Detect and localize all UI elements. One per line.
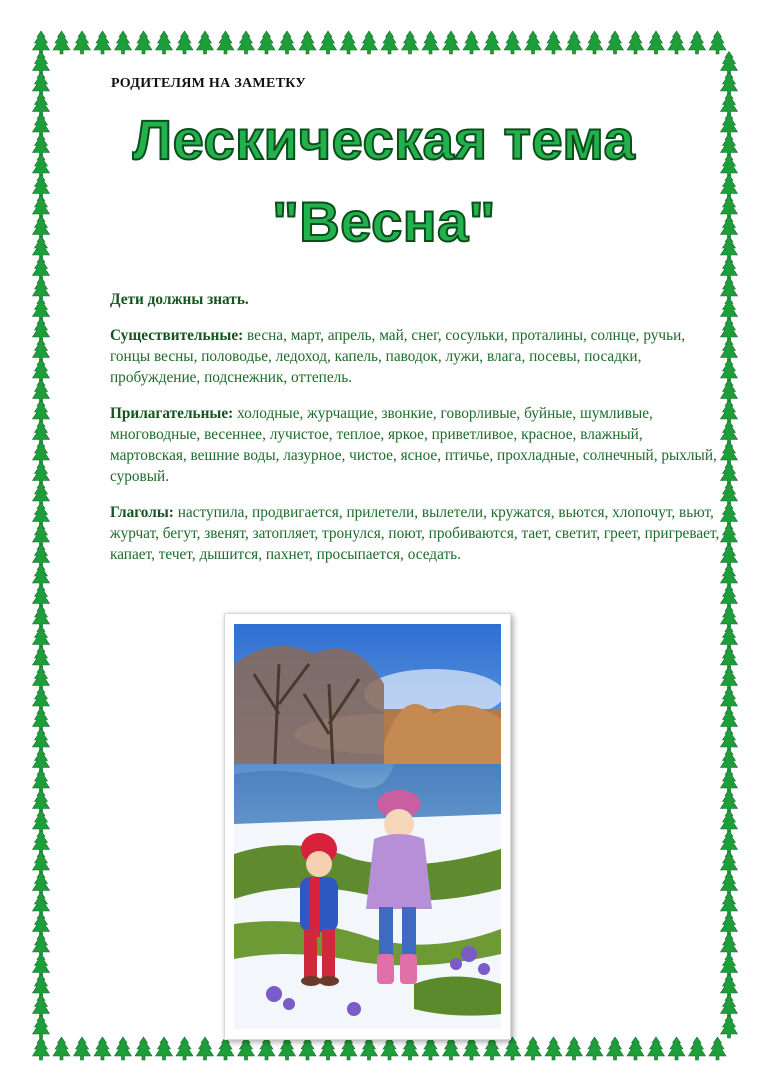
fir-tree-icon xyxy=(176,31,193,54)
adjectives-paragraph xyxy=(110,403,720,487)
fir-tree-icon xyxy=(135,1037,152,1060)
fir-tree-icon xyxy=(627,1037,644,1060)
fir-tree-icon xyxy=(721,605,738,628)
fir-tree-icon xyxy=(33,400,50,423)
fir-tree-icon xyxy=(197,1037,214,1060)
fir-tree-icon xyxy=(504,31,521,54)
fir-tree-icon xyxy=(33,687,50,710)
fir-tree-icon xyxy=(320,31,337,54)
fir-tree-icon xyxy=(135,31,152,54)
fir-tree-icon xyxy=(176,1037,193,1060)
fir-tree-icon xyxy=(721,851,738,874)
fir-tree-icon xyxy=(33,585,50,608)
fir-tree-icon xyxy=(156,1037,173,1060)
fir-tree-icon xyxy=(721,298,738,321)
fir-tree-icon xyxy=(217,31,234,54)
fir-tree-icon xyxy=(721,626,738,649)
fir-tree-icon xyxy=(721,769,738,792)
fir-tree-icon xyxy=(33,72,50,95)
fir-tree-icon xyxy=(197,31,214,54)
fir-tree-icon xyxy=(33,831,50,854)
fir-tree-icon xyxy=(115,1037,132,1060)
fir-tree-icon xyxy=(299,1037,316,1060)
page-subtitle: "Весна" xyxy=(272,190,496,253)
fir-tree-icon xyxy=(721,585,738,608)
fir-tree-icon xyxy=(721,523,738,546)
fir-tree-icon xyxy=(607,31,624,54)
verbs-paragraph xyxy=(110,502,720,565)
fir-tree-icon xyxy=(33,544,50,567)
page-title: Лескическая тема xyxy=(132,108,636,171)
fir-tree-icon xyxy=(33,52,50,75)
fir-tree-icon xyxy=(721,728,738,751)
fir-tree-icon xyxy=(607,1037,624,1060)
fir-tree-icon xyxy=(709,1037,726,1060)
fir-tree-icon xyxy=(668,1037,685,1060)
fir-tree-icon xyxy=(381,1037,398,1060)
fir-tree-icon xyxy=(381,31,398,54)
fir-tree-icon xyxy=(33,298,50,321)
fir-tree-icon xyxy=(33,503,50,526)
fir-tree-icon xyxy=(721,257,738,280)
fir-tree-icon xyxy=(422,1037,439,1060)
fir-tree-icon xyxy=(33,995,50,1018)
fir-tree-icon xyxy=(94,1037,111,1060)
fir-tree-icon xyxy=(33,421,50,444)
fir-tree-icon xyxy=(33,1037,50,1060)
fir-tree-icon xyxy=(721,667,738,690)
fir-tree-icon xyxy=(721,318,738,341)
fir-tree-icon xyxy=(721,831,738,854)
fir-tree-icon xyxy=(586,1037,603,1060)
fir-tree-icon xyxy=(238,31,255,54)
fir-tree-icon xyxy=(721,482,738,505)
nouns-text: весна, март, апрель, май, снег, сосульки, проталины, солнце, ручьи, гонцы весны, половодье, ледоход, капель, паводок, лужи, влага, посевы, посадки, пробуждение, подснежник, оттепель. xyxy=(110,327,686,386)
fir-tree-icon xyxy=(53,1037,70,1060)
fir-tree-icon xyxy=(94,31,111,54)
fir-tree-icon xyxy=(33,523,50,546)
fir-tree-icon xyxy=(566,1037,583,1060)
fir-tree-icon xyxy=(545,1037,562,1060)
fir-tree-icon xyxy=(361,1037,378,1060)
fir-tree-icon xyxy=(33,359,50,382)
fir-tree-icon xyxy=(721,52,738,75)
fir-tree-icon xyxy=(721,359,738,382)
fir-tree-icon xyxy=(721,913,738,936)
fir-tree-icon xyxy=(33,31,50,54)
intro-text: Дети должны знать. xyxy=(110,291,249,308)
fir-tree-icon xyxy=(361,31,378,54)
fir-tree-icon xyxy=(33,646,50,669)
fir-tree-icon xyxy=(279,1037,296,1060)
fir-tree-icon xyxy=(33,913,50,936)
fir-tree-icon xyxy=(721,441,738,464)
fir-tree-icon xyxy=(721,400,738,423)
fir-tree-icon xyxy=(721,646,738,669)
fir-tree-icon xyxy=(648,1037,665,1060)
fir-tree-icon xyxy=(33,339,50,362)
fir-tree-icon xyxy=(33,790,50,813)
fir-tree-icon xyxy=(721,1015,738,1038)
fir-tree-icon xyxy=(721,564,738,587)
fir-tree-icon xyxy=(33,954,50,977)
fir-tree-icon xyxy=(709,31,726,54)
fir-tree-icon xyxy=(504,1037,521,1060)
fir-tree-icon xyxy=(402,1037,419,1060)
fir-tree-icon xyxy=(33,667,50,690)
fir-tree-icon xyxy=(33,933,50,956)
fir-tree-icon xyxy=(33,708,50,731)
fir-tree-icon xyxy=(721,708,738,731)
fir-tree-icon xyxy=(586,31,603,54)
fir-tree-icon xyxy=(721,544,738,567)
spring-children-illustration xyxy=(234,624,501,1029)
fir-tree-icon xyxy=(463,31,480,54)
nouns-label: Существительные: xyxy=(110,327,244,344)
fir-tree-icon xyxy=(721,339,738,362)
fir-tree-icon xyxy=(525,1037,542,1060)
fir-tree-icon xyxy=(721,872,738,895)
nouns-paragraph xyxy=(110,325,720,388)
fir-tree-icon xyxy=(721,421,738,444)
fir-tree-icon xyxy=(74,31,91,54)
fir-tree-icon xyxy=(721,810,738,833)
fir-tree-icon xyxy=(258,31,275,54)
vocabulary-content xyxy=(110,289,720,580)
fir-tree-icon xyxy=(33,564,50,587)
fir-tree-icon xyxy=(721,749,738,772)
fir-tree-icon xyxy=(33,1015,50,1038)
fir-tree-icon xyxy=(689,1037,706,1060)
fir-tree-icon xyxy=(721,933,738,956)
adjectives-label: Прилагательные: xyxy=(110,405,234,422)
fir-tree-icon xyxy=(648,31,665,54)
fir-tree-icon xyxy=(33,872,50,895)
fir-tree-icon xyxy=(33,482,50,505)
fir-tree-icon xyxy=(443,31,460,54)
fir-tree-icon xyxy=(33,605,50,628)
fir-tree-icon xyxy=(484,1037,501,1060)
fir-tree-icon xyxy=(299,31,316,54)
fir-tree-icon xyxy=(33,851,50,874)
fir-tree-icon xyxy=(33,380,50,403)
fir-tree-icon xyxy=(33,810,50,833)
fir-tree-icon xyxy=(33,626,50,649)
fir-tree-icon xyxy=(33,462,50,485)
fir-tree-icon xyxy=(33,728,50,751)
fir-tree-icon xyxy=(484,31,501,54)
fir-tree-icon xyxy=(402,31,419,54)
parents-note-heading: РОДИТЕЛЯМ НА ЗАМЕТКУ xyxy=(111,76,306,91)
fir-tree-icon xyxy=(156,31,173,54)
fir-tree-icon xyxy=(33,892,50,915)
verbs-label: Глаголы: xyxy=(110,504,174,521)
fir-tree-icon xyxy=(74,1037,91,1060)
fir-tree-icon xyxy=(463,1037,480,1060)
fir-tree-icon xyxy=(627,31,644,54)
fir-tree-icon xyxy=(238,1037,255,1060)
fir-tree-icon xyxy=(721,72,738,95)
fir-tree-icon xyxy=(115,31,132,54)
fir-tree-icon xyxy=(33,749,50,772)
fir-tree-icon xyxy=(33,277,50,300)
fir-tree-icon xyxy=(340,1037,357,1060)
fir-tree-icon xyxy=(217,1037,234,1060)
spring-illustration-frame xyxy=(224,613,511,1040)
fir-tree-icon xyxy=(721,974,738,997)
fir-tree-icon xyxy=(443,1037,460,1060)
adjectives-text: холодные, журчащие, звонкие, говорливые, буйные, шумливые, многоводные, весеннее, лучистое, теплое, яркое, приветливое, красное, влажный, мартовская, вешние воды, лазурное, чистое, ясное, птичье, прохладные, солнечный, рыхлый, суровый. xyxy=(110,405,717,485)
fir-tree-icon xyxy=(721,995,738,1018)
fir-tree-icon xyxy=(721,380,738,403)
fir-tree-icon xyxy=(422,31,439,54)
fir-tree-icon xyxy=(721,954,738,977)
fir-tree-icon xyxy=(33,318,50,341)
verbs-text: наступила, продвигается, прилетели, вылетели, кружатся, вьются, хлопочут, вьют, журчат, бегут, звенят, затопляет, тронулся, поют, пробиваются, тает, светит, греет, пригревает, капает, течет, дышится, пахнет, просыпается, оседать. xyxy=(110,504,720,563)
fir-tree-icon xyxy=(721,462,738,485)
fir-tree-icon xyxy=(668,31,685,54)
fir-tree-icon xyxy=(33,441,50,464)
fir-tree-icon xyxy=(33,769,50,792)
fir-tree-icon xyxy=(689,31,706,54)
fir-tree-icon xyxy=(721,277,738,300)
fir-tree-icon xyxy=(525,31,542,54)
fir-tree-icon xyxy=(721,790,738,813)
fir-tree-icon xyxy=(320,1037,337,1060)
fir-tree-icon xyxy=(33,257,50,280)
fir-tree-icon xyxy=(721,687,738,710)
fir-tree-icon xyxy=(340,31,357,54)
fir-tree-icon xyxy=(258,1037,275,1060)
fir-tree-icon xyxy=(721,503,738,526)
fir-tree-icon xyxy=(279,31,296,54)
fir-tree-icon xyxy=(33,974,50,997)
fir-tree-icon xyxy=(566,31,583,54)
fir-tree-icon xyxy=(721,892,738,915)
fir-tree-icon xyxy=(545,31,562,54)
fir-tree-icon xyxy=(53,31,70,54)
